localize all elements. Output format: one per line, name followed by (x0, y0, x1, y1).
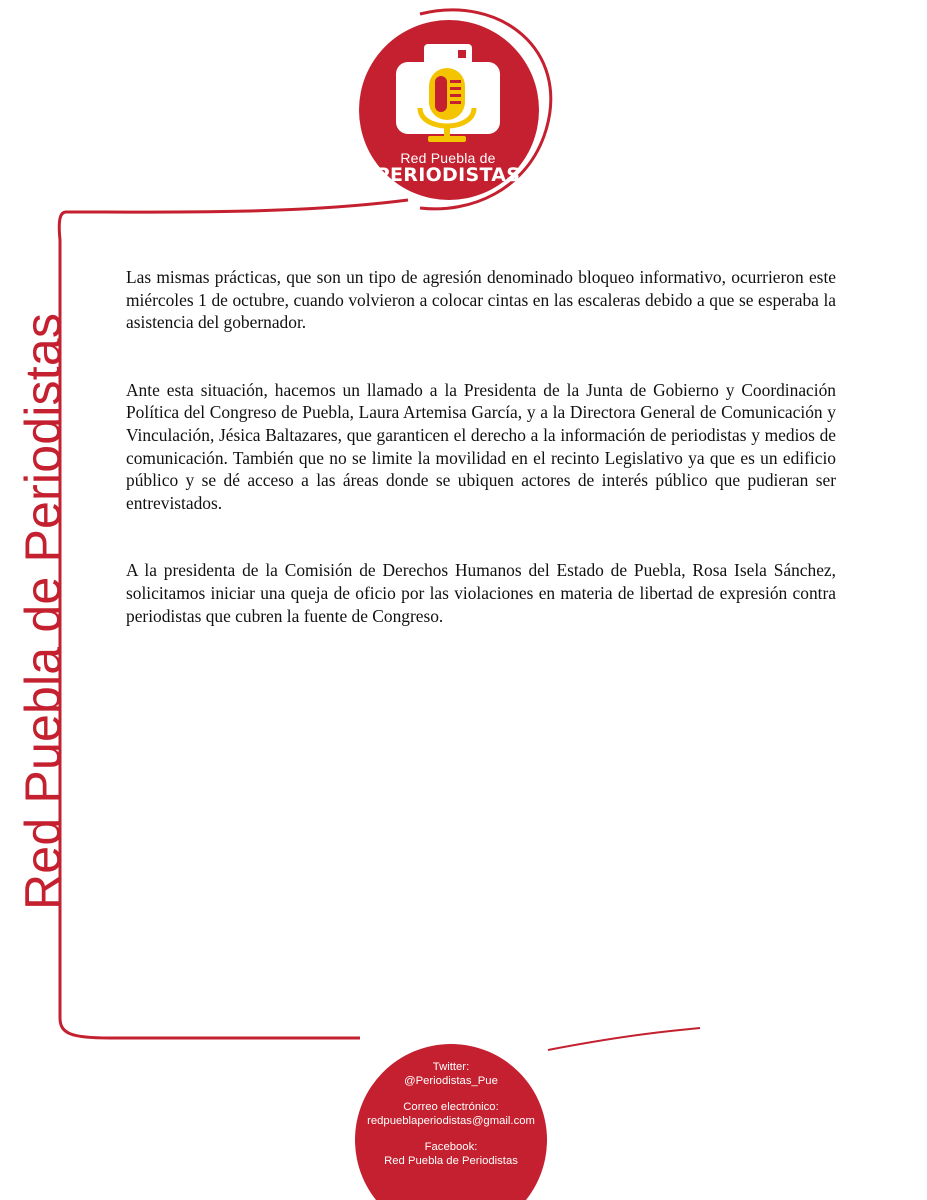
paragraph-1: Las mismas prácticas, que son un tipo de agresión denominado bloqueo informativo, ocurrieron este miércoles 1 de octubre, cuando volvieron a colocar cintas en las escaleras debido a que se esperaba la asistencia del gobernador. (126, 267, 836, 333)
twitter-handle: @Periodistas_Pue (404, 1075, 498, 1087)
paragraph-2: Ante esta situación, hacemos un llamado a la Presidenta de la Junta de Gobierno y Coordinación Política del Congreso de Puebla, Laura Artemisa García, y a la Directora General de Comunicación y Vinculación, Jésica Baltazares, que garanticen el derecho a la información de periodistas y medios de comunicación. También que no se limite la movilidad en el recinto Legislativo ya que es un edificio público y se dé acceso a las áreas donde se ubiquen actores de interés público que pudieran ser entrevistados. (126, 379, 836, 513)
paragraph-3: A la presidenta de la Comisión de Derechos Humanos del Estado de Puebla, Rosa Isela Sánchez, solicitamos iniciar una queja de oficio por las violaciones en materia de libertad de expresión contra periodistas que cubren la fuente de Congreso. (126, 560, 836, 626)
twitter-label: Twitter: (432, 1061, 470, 1073)
frame-right-tail (548, 1028, 700, 1050)
facebook-label: Facebook: (424, 1141, 478, 1153)
vertical-brand-title: Red Puebla de Periodistas (15, 312, 71, 910)
logo-text-big: PERIODISTAS (375, 164, 521, 186)
email-label: Correo electrónico: (403, 1101, 499, 1113)
logo-text-small: Red Puebla de (400, 150, 496, 166)
email-address: redpueblaperiodistas@gmail.com (367, 1115, 535, 1127)
facebook-page: Red Puebla de Periodistas (384, 1155, 518, 1167)
letter-body (126, 266, 836, 672)
contact-info (356, 1060, 546, 1168)
